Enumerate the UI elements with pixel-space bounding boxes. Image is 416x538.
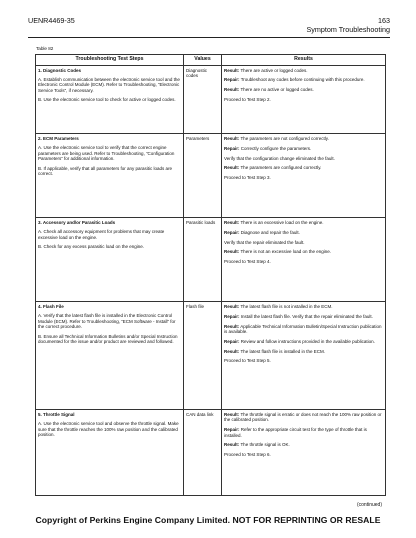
test-step-instruction: A. Check all accessory equipment for problems that may create excessive load on the engine. bbox=[38, 229, 165, 240]
results-cell bbox=[222, 410, 386, 496]
test-step-cell bbox=[36, 134, 184, 218]
test-step-cell bbox=[36, 410, 184, 496]
result-text: Refer to the appropriate circuit test for the type of throttle that is installed. bbox=[224, 427, 367, 438]
test-step-instruction: A. Use the electronic service tool to verify that the correct engine parameters are being used. Refer to Troubleshooting, “Configuration Parameters” for additional information. bbox=[38, 145, 175, 162]
value-cell: Parameters bbox=[184, 134, 222, 218]
result-line bbox=[224, 339, 383, 344]
result-text: Applicable Technical Information Bulletin/Special Instruction publication is available. bbox=[224, 323, 382, 335]
result-text: Proceed to Test Step 4. bbox=[224, 259, 271, 265]
header-rule bbox=[28, 37, 390, 38]
result-text: The parameters are configured correctly. bbox=[240, 165, 322, 171]
result-text: Verify that the repair eliminated the fault. bbox=[224, 239, 305, 245]
result-label: Result: bbox=[224, 165, 240, 171]
result-label: Result: bbox=[224, 442, 240, 448]
table-row bbox=[36, 218, 386, 302]
result-line bbox=[224, 442, 383, 447]
result-label: Result: bbox=[224, 304, 240, 310]
result-line bbox=[224, 175, 383, 180]
table-row bbox=[36, 134, 386, 218]
section-title: Symptom Troubleshooting bbox=[306, 25, 390, 34]
result-line bbox=[224, 97, 383, 102]
result-line bbox=[224, 77, 383, 82]
result-label: Result: bbox=[224, 87, 240, 93]
result-line bbox=[224, 165, 383, 170]
result-text: Verify that the configuration change eliminated the fault. bbox=[224, 155, 335, 161]
test-step-title: 3. Accessory and/or Parasitic Loads bbox=[38, 220, 116, 226]
test-step-instruction: A. Establish communication between the electronic service tool and the Electronic Control Module (ECM). Refer to Troubleshooting, “Electronic Service Tools”, if necessary. bbox=[38, 77, 180, 93]
results-cell bbox=[222, 302, 386, 410]
troubleshooting-table bbox=[35, 54, 386, 496]
test-step-title: 2. ECM Parameters bbox=[38, 136, 79, 142]
result-label: Repair: bbox=[224, 77, 240, 83]
result-text: Proceed to Test Step 5. bbox=[224, 358, 271, 364]
results-cell bbox=[222, 218, 386, 302]
result-line bbox=[224, 87, 383, 92]
test-step-cell bbox=[36, 66, 184, 134]
test-step-instruction: B. Use the electronic service tool to check for active or logged codes. bbox=[38, 97, 176, 103]
result-label: Repair: bbox=[224, 145, 240, 151]
result-line bbox=[224, 230, 383, 235]
result-line bbox=[224, 136, 383, 141]
value-cell: CAN data link bbox=[184, 410, 222, 496]
results-cell bbox=[222, 66, 386, 134]
table-row bbox=[36, 66, 386, 134]
test-step-instruction: A. Use the electronic service tool and observe the throttle signal. Make sure that the throttle reaches the 100% raw position and the calibrated position. bbox=[38, 421, 179, 438]
result-text: The latest flash file is not installed in the ECM. bbox=[240, 304, 333, 310]
result-line bbox=[224, 240, 383, 245]
page-number: 163 bbox=[378, 16, 390, 25]
result-line bbox=[224, 452, 383, 457]
test-step-title: 1. Diagnostic Codes bbox=[38, 67, 82, 73]
result-line bbox=[224, 249, 383, 254]
value-cell: Diagnostic codes bbox=[184, 66, 222, 134]
result-label: Result: bbox=[224, 220, 240, 226]
test-step-instruction: B. Check for any excess parasitic load on the engine. bbox=[38, 244, 145, 250]
table-header-row bbox=[36, 55, 386, 66]
result-text: The throttle signal is erratic or does not reach the 100% raw position or the calibrated position. bbox=[224, 411, 382, 423]
column-header-values: Values bbox=[184, 55, 222, 66]
result-line bbox=[224, 427, 383, 438]
result-line bbox=[224, 68, 383, 73]
result-label: Repair: bbox=[224, 338, 240, 344]
result-text: Troubleshoot any codes before continuing with this procedure. bbox=[240, 77, 365, 83]
result-text: Install the latest flash file. Verify that the repair eliminated the fault. bbox=[240, 313, 373, 319]
result-text: The parameters are not configured correctly. bbox=[240, 136, 329, 142]
copyright-notice: Copyright of Perkins Engine Company Limited. NOT FOR REPRINTING OR RESALE bbox=[35, 515, 381, 525]
table-row bbox=[36, 410, 386, 496]
column-header-results: Results bbox=[222, 55, 386, 66]
value-cell: Flash file bbox=[184, 302, 222, 410]
result-text: There are active or logged codes. bbox=[240, 67, 308, 73]
result-label: Result: bbox=[224, 323, 240, 329]
result-line bbox=[224, 156, 383, 161]
test-step-cell bbox=[36, 302, 184, 410]
result-text: There is not an excessive load on the engine. bbox=[240, 249, 331, 255]
result-text: Proceed to Test Step 6. bbox=[224, 452, 271, 458]
result-line bbox=[224, 358, 383, 363]
result-text: Diagnose and repair the fault. bbox=[240, 229, 300, 235]
result-line bbox=[224, 324, 383, 335]
result-text: Proceed to Test Step 2. bbox=[224, 96, 271, 102]
result-label: Result: bbox=[224, 67, 240, 73]
test-step-instruction: B. Ensure all Technical Information Bulletins and/or Special Instruction documented for the issue and/or product are reviewed and followed. bbox=[38, 333, 178, 345]
table-caption: Table 82 bbox=[36, 46, 54, 51]
result-line bbox=[224, 146, 383, 151]
result-label: Repair: bbox=[224, 313, 240, 319]
test-step-title: 5. Throttle Signal bbox=[38, 411, 75, 417]
result-text: The latest flash file is installed in the ECM. bbox=[240, 348, 325, 354]
result-line bbox=[224, 304, 383, 309]
result-text: There are no active or logged codes. bbox=[240, 87, 314, 93]
result-label: Repair: bbox=[224, 229, 240, 235]
doc-id: UENR4469-35 bbox=[28, 16, 75, 25]
page-header-right bbox=[307, 16, 391, 34]
result-text: There is an excessive load on the engine. bbox=[240, 220, 324, 226]
result-label: Result: bbox=[224, 249, 240, 255]
results-cell bbox=[222, 134, 386, 218]
test-step-instruction: B. If applicable, verify that all parameters for any parasitic loads are correct. bbox=[38, 165, 173, 177]
result-label: Result: bbox=[224, 136, 240, 142]
result-line bbox=[224, 412, 383, 423]
result-text: The throttle signal is OK. bbox=[240, 442, 290, 448]
result-line bbox=[224, 259, 383, 264]
result-label: Result: bbox=[224, 348, 240, 354]
result-text: Correctly configure the parameters. bbox=[240, 145, 312, 151]
result-line bbox=[224, 349, 383, 354]
test-step-instruction: A. Verify that the latest flash file is installed in the Electronic Control Module (ECM). Refer to Troubleshooting, “ECM Software - Install” for the correct procedure. bbox=[38, 313, 176, 330]
result-text: Review and follow instructions provided in the available publication. bbox=[240, 338, 375, 344]
test-step-title: 4. Flash File bbox=[38, 304, 64, 310]
value-cell: Parasitic loads bbox=[184, 218, 222, 302]
result-line bbox=[224, 220, 383, 225]
result-label: Result: bbox=[224, 411, 240, 417]
test-step-cell bbox=[36, 218, 184, 302]
result-text: Proceed to Test Step 3. bbox=[224, 175, 271, 181]
table-row bbox=[36, 302, 386, 410]
result-label: Repair: bbox=[224, 427, 240, 433]
continued-note: (continued) bbox=[356, 502, 382, 508]
result-line bbox=[224, 314, 383, 319]
column-header-steps: Troubleshooting Test Steps bbox=[36, 55, 184, 66]
